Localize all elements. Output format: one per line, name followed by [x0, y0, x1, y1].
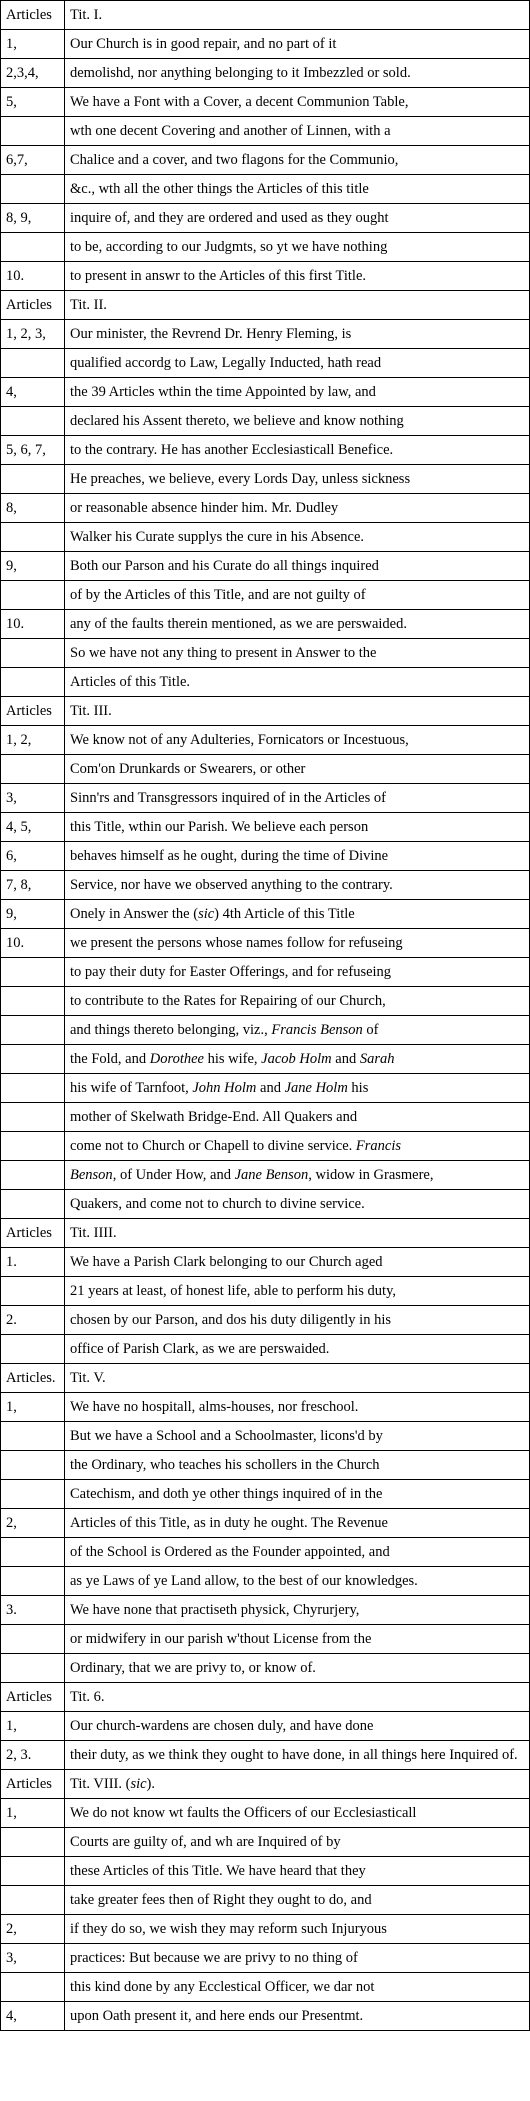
table-row [1, 146, 530, 175]
article-number-cell [1, 523, 65, 552]
table-row [1, 1770, 530, 1799]
presentment-text-cell: Service, nor have we observed anything to the contrary. [65, 871, 530, 900]
table-row [1, 1567, 530, 1596]
presentment-text-cell: the Ordinary, who teaches his schollers in the Church [65, 1451, 530, 1480]
presentment-text-cell: this Title, wthin our Parish. We believe each person [65, 813, 530, 842]
table-row [1, 1393, 530, 1422]
presentment-text-cell: Both our Parson and his Curate do all things inquired [65, 552, 530, 581]
presentment-text-cell: Quakers, and come not to church to divine service. [65, 1190, 530, 1219]
italic-text: Benson [70, 1166, 113, 1183]
article-number-cell [1, 1480, 65, 1509]
article-number-cell: Articles [1, 1, 65, 30]
article-number-cell [1, 1538, 65, 1567]
presentment-text-cell: 21 years at least, of honest life, able to perform his duty, [65, 1277, 530, 1306]
article-number-cell [1, 1103, 65, 1132]
article-number-cell: 8, [1, 494, 65, 523]
table-row [1, 523, 530, 552]
italic-text: sic [198, 905, 215, 922]
table-row [1, 1422, 530, 1451]
article-number-cell: 2, [1, 1509, 65, 1538]
presentment-text-cell: any of the faults therein mentioned, as we are perswaided. [65, 610, 530, 639]
article-number-cell: 1, 2, 3, [1, 320, 65, 349]
presentment-text-cell: the Fold, and Dorothee his wife, Jacob Holm and Sarah [65, 1045, 530, 1074]
presentment-text-cell: to the contrary. He has another Ecclesiasticall Benefice. [65, 436, 530, 465]
table-row [1, 639, 530, 668]
table-row [1, 987, 530, 1016]
article-number-cell: Articles. [1, 1364, 65, 1393]
table-row [1, 1364, 530, 1393]
table-row [1, 1451, 530, 1480]
presentment-text-cell: We have no hospitall, alms-houses, nor freschool. [65, 1393, 530, 1422]
table-row [1, 552, 530, 581]
table-row [1, 1132, 530, 1161]
italic-text: Francis Benson [271, 1021, 363, 1038]
table-row [1, 1741, 530, 1770]
article-number-cell: 1. [1, 1248, 65, 1277]
article-number-cell: 4, [1, 2002, 65, 2031]
table-row [1, 175, 530, 204]
article-number-cell: 3, [1, 784, 65, 813]
table-row [1, 1335, 530, 1364]
presentment-text-cell: their duty, as we think they ought to have done, in all things here Inquired of. [65, 1741, 530, 1770]
article-number-cell: 4, 5, [1, 813, 65, 842]
table-row [1, 929, 530, 958]
article-number-cell: 3. [1, 1596, 65, 1625]
article-number-cell [1, 1277, 65, 1306]
presentment-text-cell: this kind done by any Ecclestical Officer, we dar not [65, 1973, 530, 2002]
table-row [1, 784, 530, 813]
article-number-cell: Articles [1, 1683, 65, 1712]
article-number-cell [1, 117, 65, 146]
article-number-cell [1, 1828, 65, 1857]
article-number-cell: 10. [1, 610, 65, 639]
table-row [1, 755, 530, 784]
table-row [1, 262, 530, 291]
table-row [1, 1799, 530, 1828]
table-row [1, 1277, 530, 1306]
table-row [1, 581, 530, 610]
presentment-text-cell: Tit. II. [65, 291, 530, 320]
presentment-text-cell: We have a Font with a Cover, a decent Communion Table, [65, 88, 530, 117]
article-number-cell: Articles [1, 1219, 65, 1248]
article-number-cell: 10. [1, 929, 65, 958]
presentment-text-cell: qualified accordg to Law, Legally Inducted, hath read [65, 349, 530, 378]
presentment-text-cell: Walker his Curate supplys the cure in his Absence. [65, 523, 530, 552]
article-number-cell [1, 465, 65, 494]
article-number-cell [1, 1567, 65, 1596]
presentment-text-cell: We have a Parish Clark belonging to our Church aged [65, 1248, 530, 1277]
article-number-cell [1, 958, 65, 987]
table-row [1, 900, 530, 929]
presentment-text-cell: as ye Laws of ye Land allow, to the best of our knowledges. [65, 1567, 530, 1596]
table-row [1, 726, 530, 755]
article-number-cell [1, 755, 65, 784]
table-row [1, 1973, 530, 2002]
italic-text: sic [130, 1775, 147, 1792]
table-row [1, 291, 530, 320]
table-row [1, 1074, 530, 1103]
article-number-cell [1, 407, 65, 436]
table-row [1, 1538, 530, 1567]
presentment-text-cell: He preaches, we believe, every Lords Day, unless sickness [65, 465, 530, 494]
table-row [1, 1016, 530, 1045]
article-number-cell: 8, 9, [1, 204, 65, 233]
presentment-text-cell: Tit. 6. [65, 1683, 530, 1712]
presentment-text-cell: to present in answr to the Articles of this first Title. [65, 262, 530, 291]
article-number-cell: Articles [1, 291, 65, 320]
table-row [1, 1915, 530, 1944]
presentment-text-cell: declared his Assent thereto, we believe and know nothing [65, 407, 530, 436]
italic-text: John Holm [192, 1079, 257, 1096]
italic-text: Sarah [359, 1050, 395, 1067]
italic-text: Jacob Holm [261, 1050, 332, 1067]
table-row [1, 668, 530, 697]
presentment-text-cell: upon Oath present it, and here ends our Presentmt. [65, 2002, 530, 2031]
presentment-text-cell: Tit. I. [65, 1, 530, 30]
presentment-text-cell: Catechism, and doth ye other things inquired of in the [65, 1480, 530, 1509]
table-row [1, 871, 530, 900]
table-row [1, 1596, 530, 1625]
article-number-cell: 6,7, [1, 146, 65, 175]
table-row [1, 1, 530, 30]
article-number-cell [1, 1973, 65, 2002]
table-row [1, 813, 530, 842]
table-row [1, 610, 530, 639]
article-number-cell [1, 233, 65, 262]
presentment-text-cell: Benson, of Under How, and Jane Benson, widow in Grasmere, [65, 1161, 530, 1190]
presentment-text-cell: Com'on Drunkards or Swearers, or other [65, 755, 530, 784]
article-number-cell: 3, [1, 1944, 65, 1973]
presentment-text-cell: to contribute to the Rates for Repairing of our Church, [65, 987, 530, 1016]
table-row [1, 1219, 530, 1248]
presentment-text-cell: and things thereto belonging, viz., Francis Benson of [65, 1016, 530, 1045]
table-row [1, 30, 530, 59]
presentment-text-cell: the 39 Articles wthin the time Appointed by law, and [65, 378, 530, 407]
table-row [1, 1857, 530, 1886]
table-row [1, 1190, 530, 1219]
table-row [1, 2002, 530, 2031]
presentment-text-cell: or midwifery in our parish w'thout License from the [65, 1625, 530, 1654]
article-number-cell: 2,3,4, [1, 59, 65, 88]
presentment-text-cell: We have none that practiseth physick, Chyrurjery, [65, 1596, 530, 1625]
article-number-cell [1, 175, 65, 204]
table-row [1, 1886, 530, 1915]
table-row [1, 378, 530, 407]
article-number-cell: 2, 3. [1, 1741, 65, 1770]
table-row [1, 958, 530, 987]
presentment-text-cell: take greater fees then of Right they ought to do, and [65, 1886, 530, 1915]
presentment-text-cell: So we have not any thing to present in Answer to the [65, 639, 530, 668]
article-number-cell [1, 1335, 65, 1364]
presentment-text-cell: Onely in Answer the (sic) 4th Article of this Title [65, 900, 530, 929]
table-row [1, 465, 530, 494]
table-row [1, 494, 530, 523]
presentment-text-cell: behaves himself as he ought, during the time of Divine [65, 842, 530, 871]
table-row [1, 233, 530, 262]
article-number-cell: 1, [1, 30, 65, 59]
presentment-text-cell: Our Church is in good repair, and no part of it [65, 30, 530, 59]
presentment-text-cell: mother of Skelwath Bridge-End. All Quakers and [65, 1103, 530, 1132]
article-number-cell [1, 1422, 65, 1451]
article-number-cell [1, 668, 65, 697]
article-number-cell: 9, [1, 552, 65, 581]
table-row [1, 320, 530, 349]
article-number-cell: 1, [1, 1712, 65, 1741]
table-row [1, 59, 530, 88]
presentment-text-cell: Courts are guilty of, and wh are Inquired of by [65, 1828, 530, 1857]
presentment-text-cell: Articles of this Title. [65, 668, 530, 697]
table-row [1, 1683, 530, 1712]
presentment-text-cell: his wife of Tarnfoot, John Holm and Jane Holm his [65, 1074, 530, 1103]
presentment-text-cell: But we have a School and a Schoolmaster, licons'd by [65, 1422, 530, 1451]
article-number-cell: 10. [1, 262, 65, 291]
italic-text: Jane Holm [284, 1079, 348, 1096]
presentment-rows [1, 1, 530, 2031]
article-number-cell [1, 1451, 65, 1480]
presentment-text-cell: &c., wth all the other things the Articles of this title [65, 175, 530, 204]
table-row [1, 1509, 530, 1538]
presentment-text-cell: to pay their duty for Easter Offerings, and for refuseing [65, 958, 530, 987]
presentment-text-cell: office of Parish Clark, as we are perswaided. [65, 1335, 530, 1364]
presentment-text-cell: Tit. IIII. [65, 1219, 530, 1248]
article-number-cell [1, 1886, 65, 1915]
table-row [1, 88, 530, 117]
presentment-text-cell: to be, according to our Judgmts, so yt we have nothing [65, 233, 530, 262]
article-number-cell [1, 581, 65, 610]
article-number-cell: 4, [1, 378, 65, 407]
presentment-text-cell: We know not of any Adulteries, Fornicators or Incestuous, [65, 726, 530, 755]
article-number-cell [1, 1074, 65, 1103]
presentment-text-cell: Our minister, the Revrend Dr. Henry Fleming, is [65, 320, 530, 349]
presentment-text-cell: come not to Church or Chapell to divine service. Francis [65, 1132, 530, 1161]
article-number-cell: 7, 8, [1, 871, 65, 900]
article-number-cell: 1, 2, [1, 726, 65, 755]
presentment-text-cell: wth one decent Covering and another of Linnen, with a [65, 117, 530, 146]
article-number-cell: 1, [1, 1799, 65, 1828]
article-number-cell [1, 1161, 65, 1190]
article-number-cell: 9, [1, 900, 65, 929]
article-number-cell [1, 987, 65, 1016]
italic-text: Jane Benson [234, 1166, 309, 1183]
article-number-cell: 5, 6, 7, [1, 436, 65, 465]
article-number-cell [1, 1625, 65, 1654]
article-number-cell: Articles [1, 697, 65, 726]
presentment-text-cell: Sinn'rs and Transgressors inquired of in the Articles of [65, 784, 530, 813]
presentment-text-cell: of by the Articles of this Title, and are not guilty of [65, 581, 530, 610]
article-number-cell [1, 1857, 65, 1886]
article-number-cell: 1, [1, 1393, 65, 1422]
italic-text: Francis [355, 1137, 402, 1154]
article-number-cell [1, 1654, 65, 1683]
presentment-text-cell: inquire of, and they are ordered and used as they ought [65, 204, 530, 233]
article-number-cell: Articles [1, 1770, 65, 1799]
article-number-cell [1, 1016, 65, 1045]
table-row [1, 1103, 530, 1132]
table-row [1, 1480, 530, 1509]
presentment-text-cell: these Articles of this Title. We have heard that they [65, 1857, 530, 1886]
table-row [1, 842, 530, 871]
article-number-cell: 6, [1, 842, 65, 871]
table-row [1, 1045, 530, 1074]
presentment-text-cell: We do not know wt faults the Officers of our Ecclesiasticall [65, 1799, 530, 1828]
article-number-cell: 2, [1, 1915, 65, 1944]
presentment-text-cell: Tit. V. [65, 1364, 530, 1393]
article-number-cell: 5, [1, 88, 65, 117]
presentment-text-cell: Ordinary, that we are privy to, or know of. [65, 1654, 530, 1683]
presentment-text-cell: demolishd, nor anything belonging to it Imbezzled or sold. [65, 59, 530, 88]
table-row [1, 117, 530, 146]
table-row [1, 1306, 530, 1335]
table-row [1, 1654, 530, 1683]
article-number-cell [1, 1190, 65, 1219]
table-row [1, 1712, 530, 1741]
table-row [1, 407, 530, 436]
article-number-cell [1, 639, 65, 668]
table-row [1, 204, 530, 233]
article-number-cell [1, 1132, 65, 1161]
presentment-text-cell: Tit. III. [65, 697, 530, 726]
table-row [1, 349, 530, 378]
table-row [1, 1248, 530, 1277]
article-number-cell: 2. [1, 1306, 65, 1335]
presentment-text-cell: chosen by our Parson, and dos his duty diligently in his [65, 1306, 530, 1335]
table-row [1, 1944, 530, 1973]
presentment-text-cell: Articles of this Title, as in duty he ought. The Revenue [65, 1509, 530, 1538]
presentment-text-cell: we present the persons whose names follow for refuseing [65, 929, 530, 958]
table-row [1, 1828, 530, 1857]
italic-text: Dorothee [149, 1050, 204, 1067]
table-row [1, 436, 530, 465]
presentment-text-cell: Chalice and a cover, and two flagons for the Communio, [65, 146, 530, 175]
table-row [1, 1161, 530, 1190]
presentment-text-cell: if they do so, we wish they may reform such Injuryous [65, 1915, 530, 1944]
article-number-cell [1, 1045, 65, 1074]
presentment-text-cell: Tit. VIII. (sic). [65, 1770, 530, 1799]
table-row [1, 1625, 530, 1654]
presentment-text-cell: of the School is Ordered as the Founder appointed, and [65, 1538, 530, 1567]
presentment-text-cell: practices: But because we are privy to no thing of [65, 1944, 530, 1973]
presentment-text-cell: or reasonable absence hinder him. Mr. Dudley [65, 494, 530, 523]
presentment-text-cell: Our church-wardens are chosen duly, and have done [65, 1712, 530, 1741]
table-row [1, 697, 530, 726]
article-number-cell [1, 349, 65, 378]
